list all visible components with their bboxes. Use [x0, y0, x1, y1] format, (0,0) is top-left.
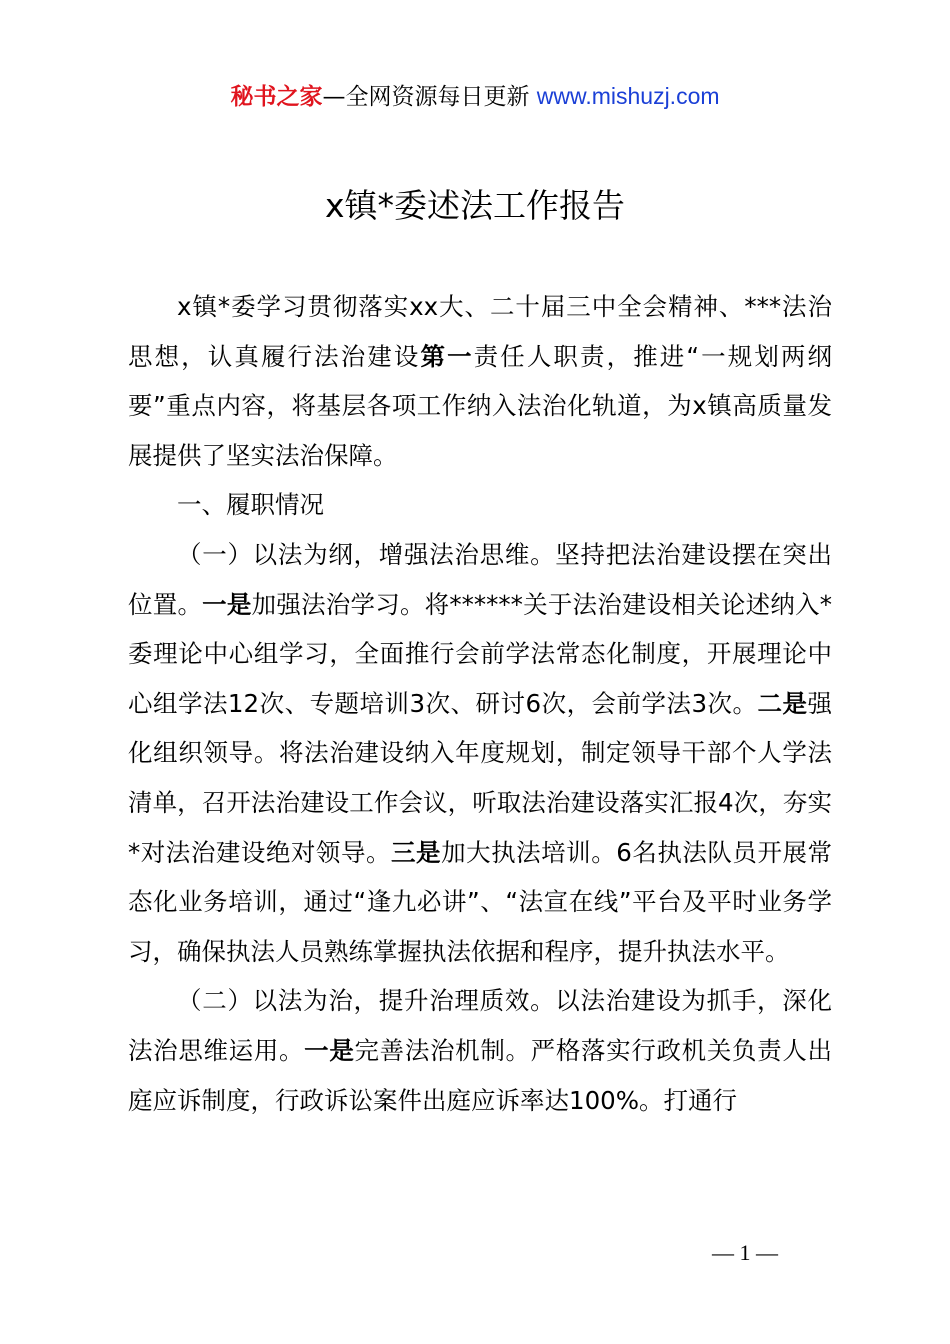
intro-text-2: 责任人职责，推进“一规划两纲要”重点内容，将基层各项工作纳入法治化轨道，为x镇高质量发展提供了坚实法治保障。 — [128, 341, 833, 470]
section-heading-1: 一、履职情况 — [177, 490, 324, 520]
paragraph-2 — [128, 976, 832, 1125]
document-body — [128, 282, 832, 1125]
para1-bold-2: 二是 — [757, 688, 808, 718]
para2-bold-1: 一是 — [304, 1035, 355, 1065]
intro-bold-1: 第一 — [420, 341, 474, 371]
page-number: — 1 — — [712, 1240, 778, 1265]
site-slogan: —全网资源每日更新 — [322, 84, 530, 110]
para1-bold-3: 三是 — [391, 837, 442, 867]
para1-text-3: 强化组织领导。将法治建设纳入年度规划，制定领导干部个人学法清单，召开法治建设工作会议，听取法治建设落实汇报4次，夯实*对法治建设绝对领导。 — [128, 688, 832, 867]
site-url[interactable]: www.mishuzj.com — [536, 83, 720, 109]
para2-text-2: 完善法治机制。严格落实行政机关负责人出庭应诉制度，行政诉讼案件出庭应诉率达100%。打通行 — [128, 1035, 833, 1115]
para2-text-1: （二）以法为治，提升治理质效。以法治建设为抓手，深化法治思维运用。 — [128, 986, 832, 1065]
paragraph-1 — [128, 530, 832, 976]
para1-bold-1: 一是 — [202, 589, 252, 619]
para1-text-2: 加强法治学习。将******关于法治建设相关论述纳入*委理论中心组学习，全面推行会前学法常态化制度，开展理论中心组学法12次、专题培训3次、研讨6次，会前学法3次。 — [128, 589, 833, 718]
site-brand: 秘书之家 — [230, 84, 323, 110]
intro-text-1: x镇*委学习贯彻落实xx大、二十届三中全会精神、***法治思想，认真履行法治建设 — [128, 292, 832, 371]
para1-text-1: （一）以法为纲，增强法治思维。坚持把法治建设摆在突出位置。 — [128, 539, 832, 619]
para1-text-4: 加大执法培训。6名执法队员开展常态化业务培训，通过“逢九必讲”、“法宣在线”平台及平时业务学习，确保执法人员熟练掌握执法依据和程序，提升执法水平。 — [128, 837, 833, 966]
site-header — [0, 80, 950, 113]
document-title: x镇*委述法工作报告 — [324, 186, 626, 225]
intro-paragraph — [128, 282, 832, 480]
